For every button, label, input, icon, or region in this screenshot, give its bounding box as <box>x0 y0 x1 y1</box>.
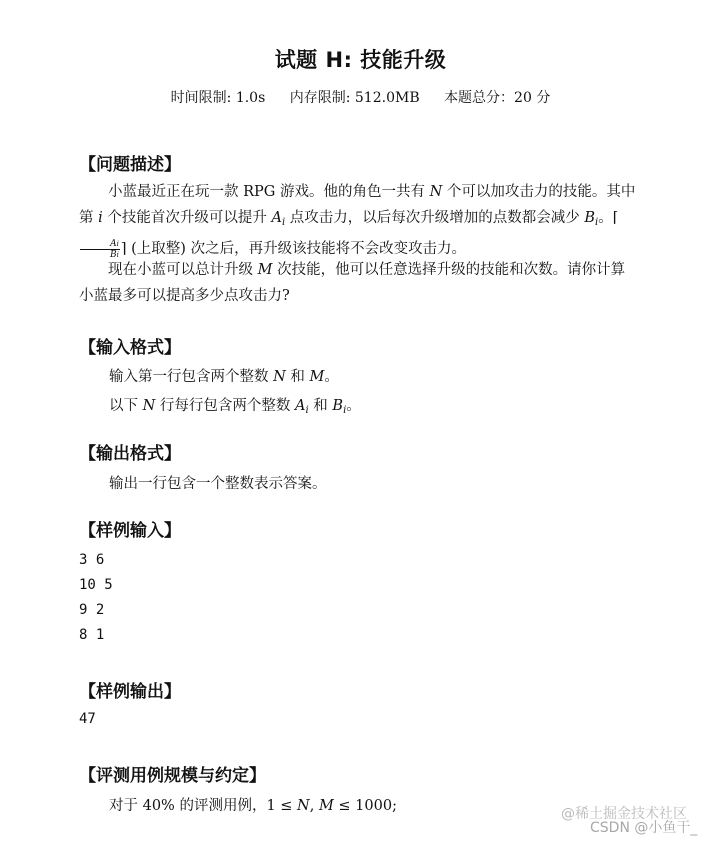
section-heading-description: 【问题描述】 <box>79 155 181 175</box>
problem-meta <box>0 87 721 107</box>
output-format-line-1: 输出一行包含一个整数表示答案。 <box>109 476 327 492</box>
total-score: 本题总分：20 分 <box>444 90 551 106</box>
juejin-watermark: @稀土掘金技术社区 <box>561 806 687 822</box>
section-heading-constraints: 【评测用例规模与约定】 <box>79 766 266 786</box>
csdn-watermark: CSDN @小鱼干_ <box>590 820 698 836</box>
ceil-fraction: $\frac{Ai}{Bi}$ <box>80 239 120 260</box>
constraints-line-1: 对于 40% 的评测用例，1 ≤ N, M ≤ 1000; <box>109 798 397 814</box>
input-format-line-1: 输入第一行包含两个整数 N 和 M。 <box>109 369 339 385</box>
section-heading-sample-input: 【样例输入】 <box>79 521 181 541</box>
description-paragraph-1: 小蓝最近正在玩一款 RPG 游戏。他的角色一共有 N 个可以加攻击力的技能。其中第 i 个技能首次升级可以提升 $A_i$ 点攻击力，以后每次升级增加的点数都会减少 $B_i$。⌈ $\frac{Ai}{Bi}$ ⌉ (上取整) 次之后，再升级该技能将不会改变攻击力。 <box>79 184 636 260</box>
sample-input-line: 8 1 <box>79 627 105 643</box>
sample-input-line: 9 2 <box>79 602 105 618</box>
input-format-line-2: 以下 N 行每行包含两个整数 $A_i$ 和 $B_i$。 <box>109 398 361 416</box>
section-heading-input-format: 【输入格式】 <box>79 338 181 358</box>
time-limit: 时间限制: 1.0s <box>170 90 266 106</box>
section-heading-output-format: 【输出格式】 <box>79 444 181 464</box>
sample-input-line: 3 6 <box>79 552 105 568</box>
section-heading-sample-output: 【样例输出】 <box>79 682 181 702</box>
sample-input-line: 10 5 <box>79 577 113 593</box>
problem-title: 试题 H: 技能升级 <box>274 48 447 72</box>
sample-output-line: 47 <box>79 711 96 727</box>
memory-limit: 内存限制: 512.0MB <box>289 90 420 106</box>
description-paragraph-2: 现在小蓝可以总计升级 M 次技能，他可以任意选择升级的技能和次数。请你计算小蓝最多可以提高多少点攻击力? <box>79 262 626 304</box>
